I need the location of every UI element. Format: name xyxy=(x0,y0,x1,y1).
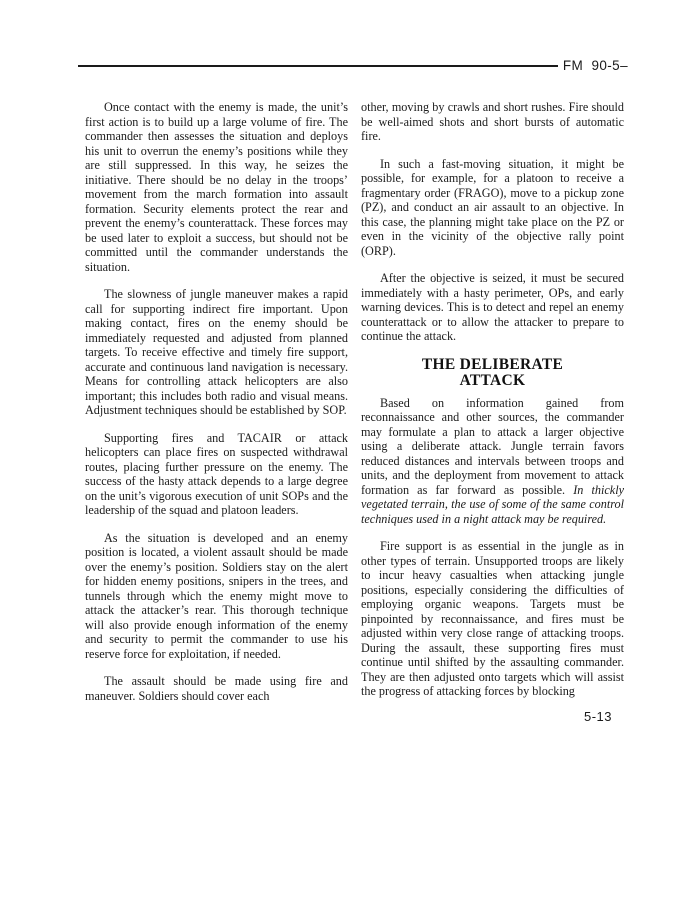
manual-number: FM 90-5– xyxy=(562,58,628,73)
section-heading-line1: THE DELIBERATE xyxy=(421,355,564,373)
page-body xyxy=(85,100,624,724)
paragraph xyxy=(361,396,624,527)
right-column xyxy=(361,100,624,724)
paragraph-text-italic: In thickly vegetated terrain, the use of some of the same control techniques used in a night attack may be required. xyxy=(361,482,624,526)
paragraph: Fire support is as essential in the jungle as in other types of terrain. Unsupported troops are likely to incur heavy casualties when attacking jungle positions, especially considering the difficulties of employing organic weapons. Targets must be pinpointed by reconnaissance, and fires must be adjusted within very close range of attacking troops. During the assault, these supporting fires must continue until shifted by the assaulting commander. They are then adjusted onto targets which will assist the progress of attacking forces by blocking xyxy=(361,539,624,698)
page-header xyxy=(78,58,628,73)
section-heading-line2: ATTACK xyxy=(459,372,526,389)
section-heading xyxy=(361,357,624,390)
paragraph: The assault should be made using fire and maneuver. Soldiers should cover each xyxy=(85,674,348,703)
paragraph: Supporting fires and TACAIR or attack helicopters can place fires on suspected withdrawal routes, placing further pressure on the enemy. The success of the hasty attack depends to a large degree on the unit’s vigorous execution of unit SOPs and the leadership of the squad and platoon leaders. xyxy=(85,430,348,517)
paragraph-continuation: other, moving by crawls and short rushes. Fire should be well-aimed shots and short bursts of automatic fire. xyxy=(361,100,624,143)
paragraph-text: Based on information gained from reconnaissance and other sources, the commander may formulate a plan to attack a larger objective using a deliberate attack. Jungle terrain favors reduced distances and intervals between troops and units, and the deployment from movement to attack formation as far forward as possible. xyxy=(361,395,624,497)
paragraph: The slowness of jungle maneuver makes a rapid call for supporting indirect fire important. Upon making contact, fires on the enemy should be immediately requested and adjusted from planned targets. To receive effective and timely fire support, accurate and continuous land navigation is necessary. Means for controlling attack helicopters are also important; this includes both radio and visual means. Adjustment techniques should be established by SOP. xyxy=(85,287,348,417)
left-column xyxy=(85,100,348,724)
paragraph: Once contact with the enemy is made, the unit’s first action is to build up a large volume of fire. The commander then assesses the situation and deploys his unit to overrun the enemy’s positions while they are still suppressed. In this way, he seizes the initiative. There should be no delay in the troops’ movement from the march formation into assault formation. Security elements protect the rear and prevent the enemy’s counterattack. These forces may be used later to exploit a success, but should not be committed until the commander understands the situation. xyxy=(85,100,348,274)
header-rule xyxy=(78,65,558,67)
paragraph: After the objective is seized, it must be secured immediately with a hasty perimeter, OPs, and early warning devices. This is to detect and repel an enemy counterattack or to allow the attacker to prepare to continue the attack. xyxy=(361,271,624,343)
page-number: 5-13 xyxy=(583,708,612,724)
paragraph: In such a fast-moving situation, it might be possible, for example, for a platoon to receive a fragmentary order (FRAGO), move to a pickup zone (PZ), and conduct an air assault to an objective. In this case, the planning might take place on the PZ or even in the vicinity of the objective rally point (ORP). xyxy=(361,156,624,258)
paragraph: As the situation is developed and an enemy position is located, a violent assault should be made over the enemy’s position. Soldiers stay on the alert for hidden enemy positions, snipers in the trees, and tunnels through which the enemy might move to attack the attacker’s rear. This thorough technique will also provide enough information of the enemy and security to permit the commander to use his reserve force for exploitation, if needed. xyxy=(85,530,348,661)
